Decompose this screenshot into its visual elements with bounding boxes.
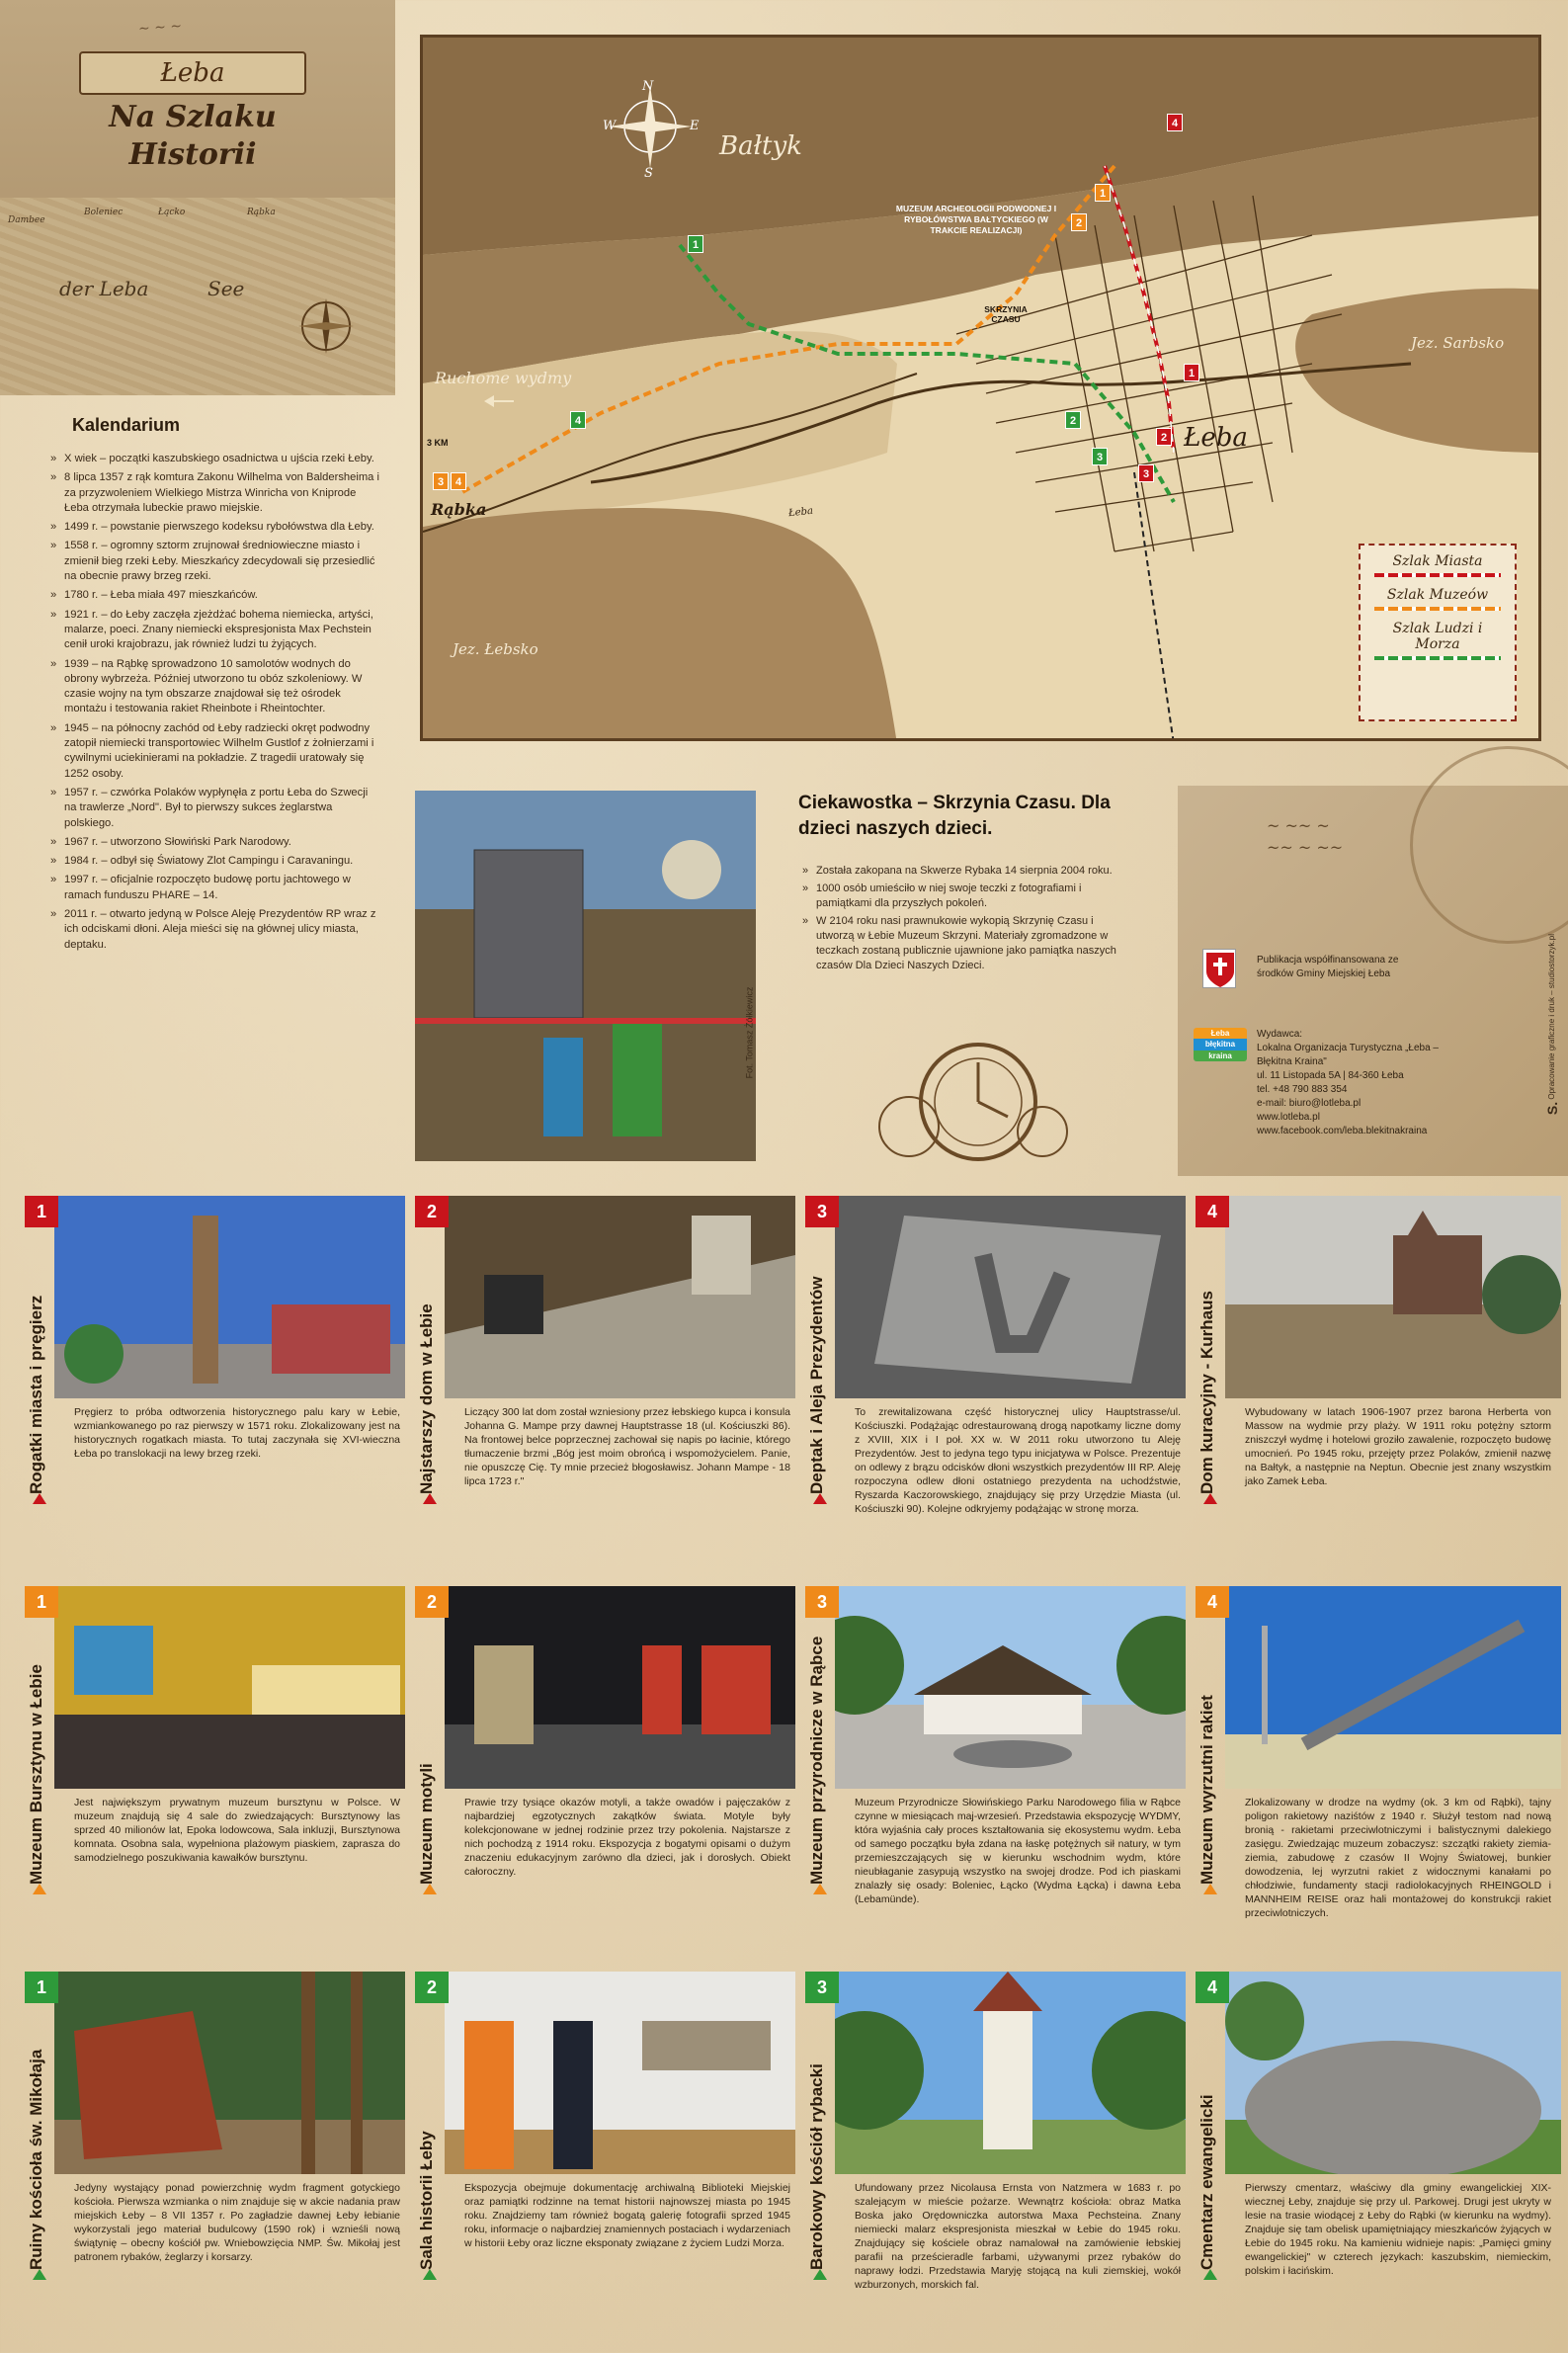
publisher-org: Lokalna Organizacja Turystyczna „Łeba – Błękitna Kraina" [1257, 1043, 1439, 1067]
print-note [1544, 934, 1560, 1115]
legend-item-museums: Szlak Muzeów [1386, 587, 1489, 603]
card-photo [54, 1972, 405, 2174]
map-pin-green[interactable]: 2 [1065, 411, 1081, 429]
list-item: » 1780 r. – Łeba miała 497 mieszkańców. [44, 588, 380, 603]
card-photo [54, 1586, 405, 1789]
map-pin-red[interactable]: 4 [1167, 114, 1183, 131]
card-number: 2 [415, 1972, 449, 2003]
museum-note: MUZEUM ARCHEOLOGII PODWODNEJ I RYBOŁÓWSTWA BAŁTYCKIEGO (W TRAKCIE REALIZACJI) [895, 204, 1057, 235]
town-ribbon: Łeba [79, 51, 306, 95]
card-text: Zlokalizowany w drodze na wydmy (ok. 3 km od Rąbki), tajny poligon rakietowy naziśtów z 1940 r. Służył testom nad nową bronią - rakietami przeciwlotniczymi i balistycznymi dalekiego zasięgu. Zwiedzając muzeum zobaczysz: szczątki rakiety ziemia-ziemia, zabudowę z czasów II Wojny Światowej, bunkier dowodzenia, lej wyrzutni rakiet z widocznymi kanałami po chłodziwie, fundamenty stacji radiolokacyjnych RHEINGOLD i MANNHEIM REISE oraz hali montażowej do konstrukcji rakiet przeciwlotniczych. [1245, 1797, 1551, 1919]
legend-item-city: Szlak Miasta [1392, 553, 1483, 569]
seal-icon [1410, 746, 1568, 944]
lbk-logo-line: błękitna [1194, 1039, 1247, 1050]
poi-card[interactable] [1196, 1972, 1561, 2308]
map-pin-green[interactable]: 4 [570, 411, 586, 429]
card-number: 2 [415, 1586, 449, 1618]
cofinanced-note: Publikacja współfinansowana ze środków Gminy Miejskiej Łeba [1257, 955, 1399, 979]
list-item: » 1984 r. – odbył się Światowy Zlot Campingu i Caravaningu. [44, 854, 380, 869]
clock-illustration-icon [869, 1033, 1077, 1171]
trail-marker-icon [33, 1884, 46, 1894]
trail-marker-icon [423, 1493, 437, 1504]
studio-logo: S. [1544, 1101, 1560, 1116]
card-title: Sala historii Łeby [417, 2131, 436, 2270]
curiosity-list [798, 864, 1134, 973]
lbk-logo-line: kraina [1194, 1050, 1247, 1061]
legend-line-orange [1374, 607, 1501, 611]
card-number: 4 [1196, 1196, 1229, 1227]
map-pin-green[interactable]: 1 [688, 235, 703, 253]
oldmap-label: Rąbka [247, 208, 276, 217]
card-title: Deptak i Aleja Prezydentów [807, 1276, 826, 1494]
card-photo [54, 1196, 405, 1398]
card-text: Muzeum Przyrodnicze Słowińskiego Parku Narodowego filia w Rąbce czynne w miesiącach maj-wrzesień. Przedstawia ekspozycję WYDMY, która wyjaśnia cały proces kształtowania się ekosystemu wydm. Łeba od samego początku była zdana na łaskę potężnych sił natury, w tym przemieszczających się w kierunku wschodnim wydm, które nieubłaganie zasypują wszystko na swojej drodze. Pod ich piaskami znalazły się osady: Boleniec, Łącko (Wydma Łącka) i dawna Łeba (Lebamünde). [855, 1797, 1181, 1905]
curiosity-section [798, 791, 1134, 976]
legend-line-red [1374, 573, 1501, 577]
oldmap-label: See [207, 277, 245, 300]
card-photo [1225, 1972, 1561, 2174]
card-text: Ekspozycja obejmuje dokumentację archiwalną Biblioteki Miejskiej oraz pamiątki rodzinne na temat historii najnowszej miasta po 1945 roku. Znajdziemy tam również bogatą galerię fotografii sprzed 1945 roku, informacje o najbardziej znamiennych postaciach i wydarzeniach w historii Łeby oraz liczne eksponaty związane z życiem Ludzi Morza. [464, 2182, 790, 2249]
map-legend [1359, 544, 1517, 721]
dunes-label: Ruchome wydmy [435, 369, 572, 387]
list-item: » 2011 r. – otwarto jedyną w Polsce Aleję Prezydentów RP wraz z ich odciskami dłoni. Aleja mieści się na głównej ulicy miasta, deptaku. [44, 907, 380, 953]
card-text: Ufundowany przez Nicolausa Ernsta von Natzmera w 1683 r. po szalejącym w mieście pożarze. Wewnątrz kościoła: obraz Matka Boska jako Orędowniczka autorstwa Maxa Pechsteina. Znany niemiecki malarz ekspresjonista mieszkał w Łebie do 1945 roku. Znajdujący się kościele obraz namalował na zamówienie łebskiej parafii na prześcieradle farbami, używanymi przez rybaków do naprawy łodzi. Przedstawia Maryję stojącą na kuli ziemskiej, wokół wzburzonych, morskich fal. [855, 2182, 1181, 2291]
card-photo [835, 1196, 1186, 1398]
map-pin-red[interactable]: 3 [1138, 464, 1154, 482]
list-item: » W 2104 roku nasi prawnukowie wykopią Skrzynię Czasu i utworzą w Łebie Muzeum Skrzyni. Materiały zgromadzone w teczkach zostaną publicznie ujawnione jako pamiątka naszych czasów Dla Dzieci Naszych Dzieci. [798, 914, 1134, 973]
town-label: Łeba [1184, 423, 1248, 453]
compass-w-label: W [603, 119, 617, 133]
list-item: » 1967 r. – utworzono Słowiński Park Narodowy. [44, 835, 380, 850]
rabka-label: Rąbka [431, 500, 487, 519]
card-text: Jest największym prywatnym muzeum bursztynu w Polsce. W muzeum znajdują się 4 sale do zwiedzających: Bursztynowy las sprzed 40 milionów lat, Epoka lodowcowa, Sala inkluzji, Bursztynowa komnata. Osobna sala, wypełniona plażowym piaskiem, zaprasza do samodzielnego poszukiwania kawałków bursztynu. [74, 1797, 400, 1864]
card-number: 4 [1196, 1586, 1229, 1618]
poi-card[interactable] [25, 1196, 415, 1532]
card-number: 1 [25, 1586, 58, 1618]
poi-card[interactable] [805, 1972, 1196, 2308]
town-crest-icon [1202, 949, 1236, 988]
card-title: Dom kuracyjny - Kurhaus [1197, 1291, 1216, 1494]
trail-marker-icon [1203, 1493, 1217, 1504]
river-label: Łeba [787, 505, 814, 520]
trail-marker-icon [813, 1493, 827, 1504]
card-number: 1 [25, 1972, 58, 2003]
card-title: Muzeum wyrzutni rakiet [1197, 1695, 1216, 1885]
publisher-panel [1178, 786, 1568, 1176]
kalendarium-section [44, 415, 380, 1127]
list-item: » Została zakopana na Skwerze Rybaka 14 sierpnia 2004 roku. [798, 864, 1134, 879]
card-text: Pierwszy cmentarz, właściwy dla gminy ewangelickiej XIX-wiecznej Łeby, znajduje się przy ul. Parkowej. Drugi jest ukryty w lesie na trasie wiodącej z Łeby do Rąbki (w kierunku na wydmy). Znajduje się tam obelisk upamiętniający mieszkańców żyjących w Łebie do 1945 roku. Na kamieniu widnieje napis: „Pamięci gminy ewangelickiej" w czterech językach: kaszubskim, niemieckim, polskim i łacińskim. [1245, 2182, 1551, 2277]
curiosity-title: Ciekawostka – Skrzynia Czasu. Dla dzieci naszych dzieci. [798, 793, 1111, 839]
poi-card[interactable] [1196, 1196, 1561, 1532]
trail-marker-icon [1203, 2269, 1217, 2280]
legend-item-people-sea: Szlak Ludzi i Morza [1392, 621, 1483, 652]
card-title: Ruiny kościoła św. Mikołaja [27, 2049, 45, 2270]
time-capsule-photo [415, 791, 756, 1161]
poi-card[interactable] [25, 1586, 415, 1922]
map-pin-orange[interactable]: 4 [451, 472, 466, 490]
card-photo [1225, 1196, 1561, 1398]
card-title: Rogatki miasta i pręgierz [27, 1295, 45, 1494]
map-pin-orange[interactable]: 2 [1071, 213, 1087, 231]
compass-s-label: S [644, 166, 653, 181]
compass-e-label: E [690, 119, 700, 133]
oldmap-label: Boleniec [84, 208, 124, 217]
card-photo [835, 1972, 1186, 2174]
card-number: 3 [805, 1586, 839, 1618]
trail-marker-icon [423, 1884, 437, 1894]
card-number: 1 [25, 1196, 58, 1227]
map-pin-orange[interactable]: 3 [433, 472, 449, 490]
card-photo [445, 1196, 795, 1398]
poi-card[interactable] [805, 1586, 1196, 1922]
distance-label: 3 KM [427, 438, 449, 448]
time-capsule-label: SKRZYNIA CZASU [984, 304, 1028, 324]
card-photo [1225, 1586, 1561, 1789]
card-text: Prawie trzy tysiące okazów motyli, a także owadów i pajęczaków z najbardziej egzotycznych zakątków świata. Motyle były kolekcjonowane w jednej rodzinie przez trzy pokolenia. Najstarsze z nich pochodzą z 1914 roku. Ekspozycja z bogatymi opisami o dużym znaczeniu edukacyjnym zarówno dla dzieci, jak i dorosłych. Obiekt całoroczny. [464, 1797, 790, 1878]
lake-sarbsko-label: Jez. Sarbsko [1411, 334, 1505, 352]
card-text: Jedyny wystający ponad powierzchnię wydm fragment gotyckiego kościoła. Pierwsza wzmianka o nim znajduje się w akcie nadania praw miejskich Łeby – 8 VII 1357 r. Po zagładzie dawnej Łeby łebianie wykorzystali jego materiał budulcowy (1590 rok) i wznieśli nową świątynię – obecny kościół pw. Wniebowzięcia NMP. Św. Mikołaj jest patronem rybaków, żeglarzy i korsarzy. [74, 2182, 400, 2263]
decorative-handwriting: ~ ~~ ~ ~~ ~ ~~ [1267, 816, 1344, 857]
card-title: Barokowy kościół rybacki [807, 2063, 826, 2270]
issuer-label: Wydawca: [1257, 1029, 1303, 1040]
compass-n-label: N [642, 79, 654, 94]
trail-marker-icon [423, 2269, 437, 2280]
compass-rose-icon [296, 296, 356, 356]
card-title: Muzeum Bursztynu w Łebie [27, 1664, 45, 1885]
list-item: » 1499 r. – powstanie pierwszego kodeksu rybołówstwa dla Łeby. [44, 520, 380, 535]
trail-map[interactable] [420, 35, 1541, 741]
map-pin-orange[interactable]: 1 [1095, 184, 1111, 202]
lbk-logo-line: Łeba [1194, 1028, 1247, 1039]
kalendarium-list [44, 452, 380, 953]
card-photo [445, 1586, 795, 1789]
list-item: » 1997 r. – oficjalnie rozpoczęto budowę portu jachtowego w ramach funduszu PHARE – 14. [44, 873, 380, 903]
poi-card[interactable] [1196, 1586, 1561, 1922]
oldmap-label: Łącko [158, 208, 186, 217]
lake-lebsko-label: Jez. Łebsko [453, 640, 538, 658]
header-panel [0, 0, 395, 395]
trail-marker-icon [33, 1493, 46, 1504]
sea-label: Bałtyk [719, 131, 802, 161]
card-text: Pręgierz to próba odtworzenia historycznego palu kary w Łebie, wzmiankowanego po raz pierwszy w 1571 roku. Zlokalizowany jest na historycznych rogatkach miasta. To tutaj zaczynała się XVI-wieczna Łeba po translokacji na lewy brzeg rzeki. [74, 1406, 400, 1460]
title-line-1: Na Szlaku [109, 100, 277, 134]
list-item: » 1000 osób umieściło w niej swoje teczki z fotografiami i pamiątkami dla przyszłych pokoleń. [798, 882, 1134, 911]
card-text: To zrewitalizowana część historycznej ulicy Hauptstrasse/ul. Kościuszki. Podążając odrestaurowaną drogą napotkamy liczne domy z XVIII, XIX i I poł. XX w. W 2011 roku utworzono tu Aleję Prezydentów. Jest to jedyna tego typu inicjatywa w Polsce. Prezentuje on odlewy z brązu odcisków dłoni wszystkich prezydentów III RP. Aleję rozpoczyna odlew dłoni ostatniego prezydenta na uchodźstwie, Ryszarda Kaczorowskiego, znajdujący się przy Urzędzie Miasta (ul. Kościuszki 90). Kolejne odkryjemy podążając w stronę morza. [855, 1406, 1181, 1515]
publisher-email[interactable]: e-mail: biuro@lotleba.pl [1257, 1098, 1362, 1109]
publisher-info [1257, 1028, 1444, 1138]
card-number: 4 [1196, 1972, 1229, 2003]
publisher-phone: tel. +48 790 883 354 [1257, 1084, 1348, 1095]
page-title [59, 99, 326, 174]
lbk-logo [1194, 1028, 1247, 1061]
poi-card[interactable] [415, 1586, 805, 1922]
trail-marker-icon [813, 2269, 827, 2280]
poi-card[interactable] [25, 1972, 415, 2308]
publisher-website-link[interactable]: www.lotleba.pl [1257, 1112, 1320, 1123]
card-text: Wybudowany w latach 1906-1907 przez barona Herberta von Massow na wydmie przy plaży. W 1911 roku potężny sztorm zniszczył wydmę i hotelowi groziło zawalenie, rozpoczęto budowę umocnień. Po 1945 roku, przejęty przez Polaków, zmienił nazwę na Bałtyk, a następnie na Neptun. Obecnie jest znany wszystkim jako Zamek Łeba. [1245, 1406, 1551, 1487]
photo-illustration [415, 791, 756, 1161]
list-item: » 1957 r. – czwórka Polaków wypłynęła z portu Łeba do Szwecji na trawlerze „Nord". Był to pierwszy sukces żeglarstwa polskiego. [44, 786, 380, 831]
card-number: 2 [415, 1196, 449, 1227]
list-item: » X wiek – początki kaszubskiego osadnictwa u ujścia rzeki Łeby. [44, 452, 380, 466]
card-photo [445, 1972, 795, 2174]
card-title: Muzeum przyrodnicze w Rąbce [807, 1636, 826, 1885]
list-item: » 1921 r. – do Łeby zaczęła zjeżdżać bohema niemiecka, artyści, malarze, poeci. Znany niemiecki ekspresjonista Max Pechstein cenił uroki krajobrazu, jak również ludzi tu żyjących. [44, 608, 380, 653]
map-pin-red[interactable]: 1 [1184, 364, 1199, 381]
publisher-facebook-link[interactable]: www.facebook.com/leba.blekitnakraina [1257, 1126, 1428, 1136]
card-title: Najstarszy dom w Łebie [417, 1303, 436, 1494]
list-item: » 1558 r. – ogromny sztorm zrujnował średniowieczne miasto i zmienił bieg rzeki Łeby. Mieszkańcy zdecydowali się przesiedlić na obecnie prawy brzeg rzeki. [44, 539, 380, 584]
card-text: Liczący 300 lat dom został wzniesiony przez łebskiego kupca i konsula Johanna G. Mampe przy dawnej Hauptstrasse 18 (ul. Kościuszki 86). Na frontowej belce poprzecznej zachował się napis po łacinie, którego tłumaczenie brzmi „Bóg jest moim obrońcą i wspomożycielem. Panie, nie opuszczę Cię. Ty mnie przecież błogosławisz. Johann Mampe - 18 lipca 1723 r." [464, 1406, 790, 1487]
map-pin-red[interactable]: 2 [1156, 428, 1172, 446]
map-pin-green[interactable]: 3 [1092, 448, 1108, 465]
trail-marker-icon [33, 2269, 46, 2280]
decorative-handwriting: ~ ~ ~ [137, 18, 183, 38]
list-item: » 1939 – na Rąbkę sprowadzono 10 samolotów wodnych do obrony wybrzeża. Później utworzono tu obóz szkoleniowy. W czasie wojny na tym obszarze znajdował się też ośrodek montażu i testowania rakiet Rheinbote i Rheintochter. [44, 657, 380, 717]
poi-card[interactable] [415, 1972, 805, 2308]
poi-card[interactable] [415, 1196, 805, 1532]
list-item: » 1945 – na północny zachód od Łeby radziecki okręt podwodny zatopił niemiecki transportowiec Wilhelm Gustlof z żołnierzami i cywilnymi uciekinierami na pokładzie. Z tragedii uratowały się 1252 osoby. [44, 721, 380, 782]
card-photo [835, 1586, 1186, 1789]
trail-marker-icon [1203, 1884, 1217, 1894]
list-item: » 8 lipca 1357 z rąk komtura Zakonu Wilhelma von Baldersheima i za przyzwoleniem Wielkiego Mistrza Winricha von Kniprode Łeba otrzymała lubeckie prawo miejskie. [44, 470, 380, 516]
title-line-2: Historii [128, 137, 257, 172]
card-title: Muzeum motyli [417, 1763, 436, 1885]
card-number: 3 [805, 1196, 839, 1227]
print-note-text: Opracowanie graficzne i druk – studiostorzyk.pl [1547, 934, 1556, 1100]
photo-credit: Fot. Tomasz Żółkiewicz [744, 986, 755, 1079]
publisher-address: ul. 11 Listopada 5A | 84-360 Łeba [1257, 1070, 1404, 1081]
oldmap-label: der Leba [59, 277, 149, 300]
trail-marker-icon [813, 1884, 827, 1894]
card-number: 3 [805, 1972, 839, 2003]
oldmap-label: Dambee [8, 215, 45, 225]
poi-card[interactable] [805, 1196, 1196, 1532]
legend-line-green [1374, 656, 1501, 660]
card-title: Cmentarz ewangelicki [1197, 2094, 1216, 2270]
kalendarium-title: Kalendarium [72, 415, 181, 435]
